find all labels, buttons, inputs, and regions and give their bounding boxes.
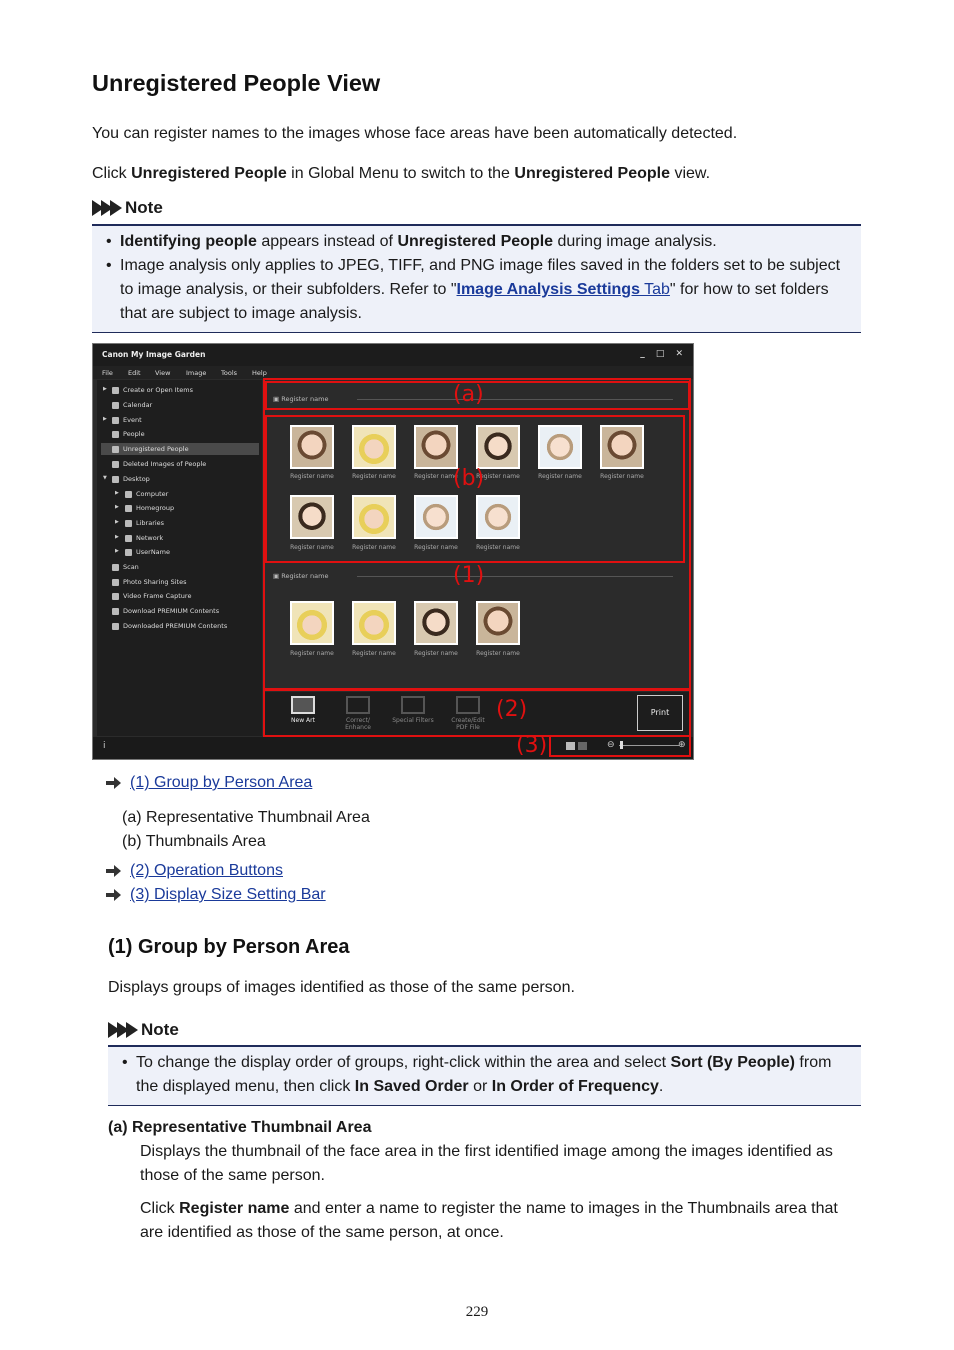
homegroup-icon [125,505,132,512]
sidebar-item-video-frame[interactable]: Video Frame Capture [112,590,191,602]
people-icon [112,431,119,438]
note-item: • Identifying people appears instead of Unregistered People during image analysis. [92,230,861,254]
thumb-label[interactable]: Register name [476,650,520,657]
folder-icon [112,623,119,630]
menu-tools[interactable]: Tools [221,369,238,377]
libraries-icon [125,520,132,527]
sidebar-item-downloaded-premium[interactable]: Downloaded PREMIUM Contents [112,620,227,632]
thumb-label[interactable]: Register name [352,650,396,657]
nav-group-by-person[interactable] [106,774,312,792]
note-icon [108,1022,135,1038]
window-titlebar [93,344,693,366]
deleted-people-icon [112,461,119,468]
nav-operation-buttons[interactable] [106,862,283,880]
callout-3-box [549,735,691,757]
thumb-label[interactable]: Register name [414,650,458,657]
callout-b-label: (b) [453,466,485,491]
arrow-right-icon [106,865,122,877]
sub-item-thumbnails: (b) Thumbnails Area [122,833,266,850]
sidebar-item-username[interactable]: UserName [125,546,170,558]
app-screenshot [92,343,694,760]
unregistered-people-icon [112,446,119,453]
thumb-label[interactable]: Register name [290,650,334,657]
video-frame-icon [112,593,119,600]
note-icon [92,200,119,216]
thumb-label[interactable]: Register name [600,473,644,480]
info-icon[interactable]: i [103,741,106,751]
page-title: Unregistered People View [92,70,381,96]
callout-2-label: (2) [496,697,528,722]
section-title: (1) Group by Person Area [108,936,350,958]
note-heading: Note [108,1020,179,1040]
subsection-title: (a) Representative Thumbnail Area [108,1119,372,1136]
calendar-icon [112,402,119,409]
event-icon [112,417,119,424]
page-number: 229 [465,1304,489,1320]
sidebar-item-deleted[interactable]: Deleted Images of People [112,458,206,470]
callout-1-box [263,378,691,690]
group-by-person-link[interactable]: (1) Group by Person Area [130,774,313,791]
sidebar-item-libraries[interactable]: Libraries [125,517,164,529]
new-art-button[interactable]: New Art [281,696,325,724]
computer-icon [125,491,132,498]
callout-1-label: (1) [453,563,485,588]
intro-paragraph: You can register names to the images whose face areas have been automatically detected. [92,125,738,142]
note-item: • To change the display order of groups, right-click within the area and select Sort (By People) from the displayed menu, then click In Saved Order or In Order of Frequency. [108,1051,861,1099]
special-filters-button[interactable]: Special Filters [391,696,435,724]
window-controls[interactable]: _ □ ✕ [640,349,687,359]
callout-a-label: (a) [453,382,484,407]
create-pdf-button[interactable]: Create/Edit PDF File [446,696,490,731]
image-analysis-settings-link[interactable]: Image Analysis Settings Tab [456,281,670,298]
subsection-paragraph: Click Register name and enter a name to register the name to images in the Thumbnails area that are identified as those of the same person, at once. [140,1200,838,1241]
arrow-right-icon [106,889,122,901]
menu-edit[interactable]: Edit [128,369,141,377]
zoom-in-icon[interactable]: ⊕ [678,740,686,750]
zoom-out-icon[interactable]: ⊖ [607,740,615,750]
section-description: Displays groups of images identified as those of the same person. [108,979,575,996]
sidebar-item-calendar[interactable]: Calendar [112,399,152,411]
thumb-label[interactable]: Register name [290,473,334,480]
photo-sharing-icon [112,579,119,586]
operation-buttons-link[interactable]: (2) Operation Buttons [130,862,283,879]
window-title: Canon My Image Garden [102,350,206,359]
desktop-icon [112,476,119,483]
note-box [108,1045,861,1106]
thumb-label[interactable]: Register name [414,544,458,551]
callout-2-box [263,689,691,737]
menu-image[interactable]: Image [186,369,207,377]
sidebar-item-people[interactable]: People [112,428,145,440]
register-name-button[interactable]: ▣ Register name [273,572,329,580]
thumb-label[interactable]: Register name [476,544,520,551]
sidebar-item-scan[interactable]: Scan [112,561,139,573]
nav-display-size[interactable] [106,886,326,904]
print-button[interactable]: Print [637,695,683,731]
menu-view[interactable]: View [155,369,171,377]
sidebar-item-unregistered-people[interactable]: Unregistered People [101,443,259,455]
menu-file[interactable]: File [102,369,113,377]
user-folder-icon [125,549,132,556]
network-icon [125,535,132,542]
note-heading: Note [92,198,163,218]
display-size-link[interactable]: (3) Display Size Setting Bar [130,886,326,903]
sidebar-item-event[interactable]: Event [112,414,142,426]
thumb-label[interactable]: Register name [290,544,334,551]
register-name-button[interactable]: ▣ Register name [273,395,329,403]
thumb-label[interactable]: Register name [414,473,458,480]
sidebar-item-desktop[interactable]: Desktop [112,473,150,485]
note-box [92,224,861,333]
correct-enhance-button[interactable]: Correct/ Enhance [336,696,380,731]
callout-3-label: (3) [516,733,548,758]
thumb-label[interactable]: Register name [538,473,582,480]
note-item: • Image analysis only applies to JPEG, TIFF, and PNG image files saved in the folders set to be subject to image analysis, or their subfolders. Refer to "Image Analysis Settings Tab" for how to set folders that are subject to image analysis. [92,254,861,326]
scan-icon [112,564,119,571]
sidebar-item-computer[interactable]: Computer [125,488,168,500]
intro-instruction: Click Unregistered People in Global Menu to switch to the Unregistered People view. [92,165,711,182]
download-icon [112,608,119,615]
sidebar-item-homegroup[interactable]: Homegroup [125,502,174,514]
sidebar-item-download-premium[interactable]: Download PREMIUM Contents [112,605,219,617]
menu-help[interactable]: Help [252,369,267,377]
sidebar-item-photo-sharing[interactable]: Photo Sharing Sites [112,576,187,588]
sub-item-rep-thumbnail: (a) Representative Thumbnail Area [122,809,370,826]
thumb-label[interactable]: Register name [476,473,520,480]
sidebar-item-create[interactable]: Create or Open Items [112,384,193,396]
create-icon [112,387,119,394]
global-menu: ▶ Create or Open Items Calendar ▶ Event People Unregistered People Deleted Images of People ▼ Desktop ▶ Computer ▶ Homegroup ▶ Libraries ▶ Network ▶ UserName Scan Photo Sharing Sites Video Frame Capture Download PREMIUM Contents Downloaded PREMIUM Contents [97,380,262,736]
thumb-label[interactable]: Register name [352,544,396,551]
arrow-right-icon [106,777,122,789]
sidebar-item-network[interactable]: Network [125,532,163,544]
subsection-paragraph: Displays the thumbnail of the face area in the first identified image among the images identified as those of the same person. [140,1143,833,1184]
thumb-label[interactable]: Register name [352,473,396,480]
